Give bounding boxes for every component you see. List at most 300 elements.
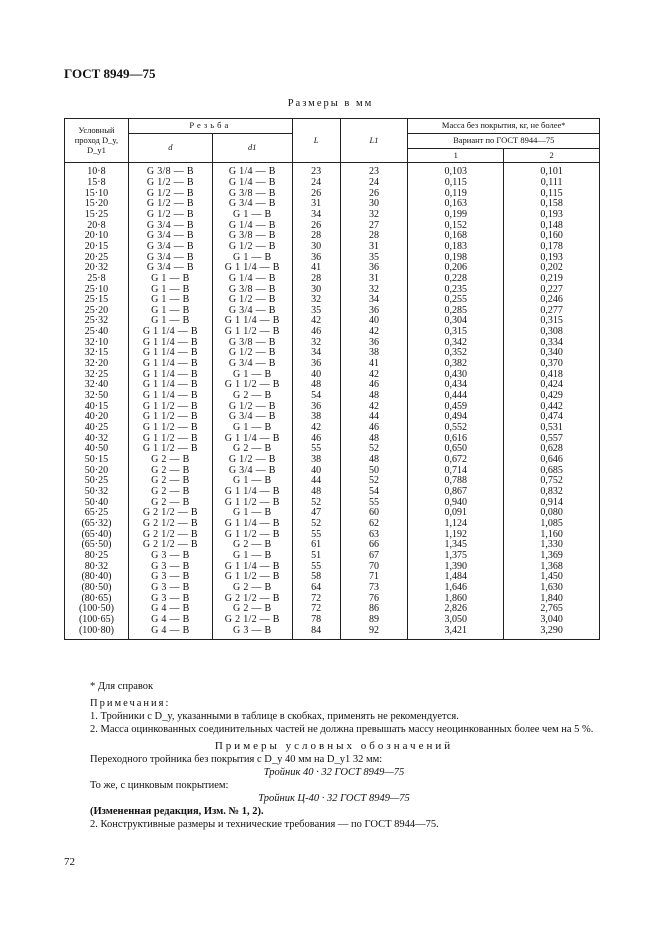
cell-thread-d: G 1/2 — B: [128, 178, 212, 189]
cell-mass-2: 0,646: [504, 455, 600, 466]
cell-mass-1: 1,192: [408, 530, 504, 541]
cell-mass-2: 1,160: [504, 530, 600, 541]
cell-nominal: 32·15: [65, 348, 129, 359]
cell-nominal: 32·40: [65, 380, 129, 391]
cell-thread-d: G 2 1/2 — B: [128, 540, 212, 551]
cell-mass-1: 0,304: [408, 316, 504, 327]
cell-mass-1: 0,430: [408, 370, 504, 381]
cell-thread-d: G 1 — B: [128, 274, 212, 285]
table-row: [65, 199, 600, 210]
col-L1-header: L1: [340, 119, 408, 163]
note-2: 2. Масса оцинкованных соединительных частей не должна превышать массу неоцинкованных более чем на 5 %.: [90, 724, 594, 735]
cell-mass-1: 0,152: [408, 221, 504, 232]
cell-L1: 42: [340, 402, 408, 413]
cell-thread-d1: G 1/2 — B: [212, 242, 292, 253]
cell-thread-d: G 1 1/4 — B: [128, 380, 212, 391]
cell-thread-d1: G 1 1/2 — B: [212, 380, 292, 391]
cell-mass-2: 0,418: [504, 370, 600, 381]
cell-mass-2: 1,330: [504, 540, 600, 551]
col-variant-header: Вариант по ГОСТ 8944—75: [408, 133, 600, 148]
cell-mass-1: 1,390: [408, 562, 504, 573]
cell-thread-d: G 2 — B: [128, 476, 212, 487]
cell-L: 24: [292, 178, 340, 189]
cell-L: 78: [292, 615, 340, 626]
cell-L1: 92: [340, 626, 408, 640]
example-2-code: Тройник Ц-40 · 32 ГОСТ 8949—75: [258, 793, 410, 804]
cell-nominal: 32·25: [65, 370, 129, 381]
table-row: [65, 274, 600, 285]
cell-L: 55: [292, 530, 340, 541]
cell-thread-d: G 1/2 — B: [128, 189, 212, 200]
cell-thread-d1: G 1 1/4 — B: [212, 434, 292, 445]
cell-mass-1: 0,091: [408, 508, 504, 519]
cell-thread-d1: G 1 1/2 — B: [212, 530, 292, 541]
cell-nominal: 25·32: [65, 316, 129, 327]
cell-L1: 36: [340, 263, 408, 274]
cell-L1: 63: [340, 530, 408, 541]
cell-mass-2: 0,531: [504, 423, 600, 434]
cell-mass-2: 0,315: [504, 316, 600, 327]
cell-nominal: 32·50: [65, 391, 129, 402]
table-row: [65, 295, 600, 306]
cell-mass-2: 0,158: [504, 199, 600, 210]
cell-L1: 48: [340, 434, 408, 445]
cell-nominal: 15·10: [65, 189, 129, 200]
cell-mass-1: 0,867: [408, 487, 504, 498]
cell-L: 31: [292, 199, 340, 210]
cell-L1: 42: [340, 327, 408, 338]
cell-L1: 71: [340, 572, 408, 583]
cell-thread-d: G 1 1/2 — B: [128, 434, 212, 445]
cell-L: 47: [292, 508, 340, 519]
cell-mass-1: 0,115: [408, 178, 504, 189]
cell-thread-d: G 2 1/2 — B: [128, 508, 212, 519]
cell-L: 32: [292, 295, 340, 306]
cell-nominal: 20·32: [65, 263, 129, 274]
cell-thread-d: G 1 — B: [128, 316, 212, 327]
cell-L1: 36: [340, 306, 408, 317]
col-mass-header: Масса без покрытия, кг, не более*: [408, 119, 600, 134]
cell-L: 36: [292, 253, 340, 264]
cell-L: 40: [292, 370, 340, 381]
cell-L1: 46: [340, 380, 408, 391]
cell-mass-1: 1,860: [408, 594, 504, 605]
cell-nominal: (65·32): [65, 519, 129, 530]
table-row: [65, 306, 600, 317]
cell-nominal: 25·20: [65, 306, 129, 317]
cell-mass-1: 0,255: [408, 295, 504, 306]
cell-L1: 52: [340, 476, 408, 487]
cell-thread-d1: G 1 — B: [212, 253, 292, 264]
cell-thread-d1: G 1/2 — B: [212, 455, 292, 466]
cell-mass-2: 0,557: [504, 434, 600, 445]
cell-thread-d1: G 1 1/4 — B: [212, 487, 292, 498]
cell-thread-d1: G 2 — B: [212, 604, 292, 615]
cell-thread-d1: G 1 1/4 — B: [212, 263, 292, 274]
cell-thread-d: G 1/2 — B: [128, 210, 212, 221]
cell-L: 52: [292, 498, 340, 509]
table-row: [65, 242, 600, 253]
example-1-text: Переходного тройника без покрытия с D_y 40 мм на D_y1 32 мм:: [90, 754, 383, 765]
cell-mass-1: 0,444: [408, 391, 504, 402]
cell-mass-1: 0,494: [408, 412, 504, 423]
cell-mass-1: 0,714: [408, 466, 504, 477]
cell-L1: 31: [340, 242, 408, 253]
cell-mass-2: 0,101: [504, 163, 600, 178]
cell-nominal: 40·25: [65, 423, 129, 434]
cell-nominal: 50·25: [65, 476, 129, 487]
table-row: [65, 604, 600, 615]
cell-mass-2: 0,429: [504, 391, 600, 402]
cell-thread-d1: G 1/2 — B: [212, 348, 292, 359]
cell-thread-d1: G 2 1/2 — B: [212, 594, 292, 605]
cell-thread-d1: G 3/4 — B: [212, 412, 292, 423]
cell-thread-d: G 3 — B: [128, 551, 212, 562]
table-row: [65, 583, 600, 594]
cell-thread-d: G 1 1/2 — B: [128, 444, 212, 455]
cell-L: 34: [292, 348, 340, 359]
cell-thread-d1: G 1 1/2 — B: [212, 498, 292, 509]
cell-mass-1: 0,163: [408, 199, 504, 210]
table-row: [65, 551, 600, 562]
cell-mass-1: 1,484: [408, 572, 504, 583]
cell-thread-d: G 1 — B: [128, 306, 212, 317]
table-row: [65, 178, 600, 189]
cell-thread-d: G 2 1/2 — B: [128, 519, 212, 530]
cell-L: 54: [292, 391, 340, 402]
cell-mass-2: 1,368: [504, 562, 600, 573]
cell-mass-1: 0,552: [408, 423, 504, 434]
cell-mass-1: 0,119: [408, 189, 504, 200]
cell-L: 72: [292, 594, 340, 605]
cell-mass-1: 3,050: [408, 615, 504, 626]
cell-mass-1: 0,352: [408, 348, 504, 359]
cell-L: 46: [292, 434, 340, 445]
cell-thread-d: G 3/4 — B: [128, 231, 212, 242]
cell-thread-d1: G 1/4 — B: [212, 274, 292, 285]
cell-mass-1: 0,650: [408, 444, 504, 455]
cell-thread-d: G 4 — B: [128, 604, 212, 615]
notes-block: [64, 680, 604, 831]
table-row: [65, 210, 600, 221]
cell-L: 51: [292, 551, 340, 562]
cell-mass-2: 0,370: [504, 359, 600, 370]
cell-mass-2: 0,752: [504, 476, 600, 487]
cell-L: 28: [292, 274, 340, 285]
cell-nominal: 80·25: [65, 551, 129, 562]
cell-nominal: (100·65): [65, 615, 129, 626]
example-2-text: То же, с цинковым покрытием:: [90, 780, 229, 791]
table-row: [65, 263, 600, 274]
cell-mass-1: 3,421: [408, 626, 504, 640]
cell-thread-d1: G 1 — B: [212, 551, 292, 562]
cell-L: 28: [292, 231, 340, 242]
cell-L1: 50: [340, 466, 408, 477]
cell-nominal: 32·10: [65, 338, 129, 349]
cell-thread-d1: G 3/8 — B: [212, 189, 292, 200]
cell-L1: 40: [340, 316, 408, 327]
cell-mass-2: 0,193: [504, 253, 600, 264]
cell-mass-1: 0,459: [408, 402, 504, 413]
cell-mass-2: 1,369: [504, 551, 600, 562]
cell-thread-d1: G 1 1/4 — B: [212, 519, 292, 530]
cell-mass-1: 0,434: [408, 380, 504, 391]
cell-mass-1: 0,382: [408, 359, 504, 370]
cell-thread-d: G 1 — B: [128, 295, 212, 306]
cell-mass-1: 1,375: [408, 551, 504, 562]
cell-mass-2: 1,840: [504, 594, 600, 605]
cell-thread-d: G 3/4 — B: [128, 263, 212, 274]
cell-mass-1: 0,168: [408, 231, 504, 242]
cell-mass-2: 0,160: [504, 231, 600, 242]
cell-thread-d: G 4 — B: [128, 626, 212, 640]
cell-L: 48: [292, 380, 340, 391]
cell-L: 30: [292, 285, 340, 296]
cell-thread-d: G 4 — B: [128, 615, 212, 626]
cell-L: 40: [292, 466, 340, 477]
table-row: [65, 615, 600, 626]
cell-thread-d: G 2 — B: [128, 498, 212, 509]
cell-thread-d1: G 2 — B: [212, 540, 292, 551]
cell-mass-2: 2,765: [504, 604, 600, 615]
cell-L: 55: [292, 562, 340, 573]
cell-mass-1: 0,198: [408, 253, 504, 264]
table-caption: Размеры в мм: [287, 98, 374, 109]
examples-heading: Примеры условных обозначений: [214, 740, 454, 752]
cell-thread-d: G 2 — B: [128, 487, 212, 498]
cell-L: 34: [292, 210, 340, 221]
cell-thread-d: G 3/8 — B: [128, 163, 212, 178]
cell-mass-1: 0,616: [408, 434, 504, 445]
col-d-header: d: [128, 133, 212, 163]
cell-thread-d: G 1 1/4 — B: [128, 348, 212, 359]
cell-L1: 27: [340, 221, 408, 232]
dimensions-table: [64, 118, 600, 640]
cell-nominal: (100·50): [65, 604, 129, 615]
cell-mass-2: 0,442: [504, 402, 600, 413]
cell-L1: 66: [340, 540, 408, 551]
cell-L1: 89: [340, 615, 408, 626]
cell-mass-2: 0,080: [504, 508, 600, 519]
cell-mass-1: 0,199: [408, 210, 504, 221]
cell-L1: 62: [340, 519, 408, 530]
cell-L: 36: [292, 359, 340, 370]
cell-thread-d: G 1/2 — B: [128, 199, 212, 210]
cell-L1: 42: [340, 370, 408, 381]
cell-L: 48: [292, 487, 340, 498]
col-variant-1-header: 1: [408, 148, 504, 163]
cell-nominal: 80·32: [65, 562, 129, 573]
cell-thread-d1: G 2 1/2 — B: [212, 615, 292, 626]
revision-note: (Измененная редакция, Изм. № 1, 2).: [90, 806, 264, 817]
cell-thread-d1: G 2 — B: [212, 583, 292, 594]
footnote: * Для справок: [90, 681, 154, 692]
cell-L: 72: [292, 604, 340, 615]
cell-L1: 46: [340, 423, 408, 434]
cell-mass-1: 0,342: [408, 338, 504, 349]
cell-nominal: (100·80): [65, 626, 129, 640]
cell-L: 55: [292, 444, 340, 455]
cell-L1: 32: [340, 285, 408, 296]
cell-L1: 31: [340, 274, 408, 285]
cell-thread-d: G 2 — B: [128, 466, 212, 477]
cell-L1: 44: [340, 412, 408, 423]
cell-nominal: 15·25: [65, 210, 129, 221]
col-L-header: L: [292, 119, 340, 163]
cell-mass-2: 0,227: [504, 285, 600, 296]
cell-L: 38: [292, 455, 340, 466]
cell-nominal: 25·8: [65, 274, 129, 285]
cell-thread-d: G 2 — B: [128, 455, 212, 466]
cell-thread-d1: G 1 — B: [212, 210, 292, 221]
cell-L: 52: [292, 519, 340, 530]
cell-thread-d: G 1 1/2 — B: [128, 412, 212, 423]
cell-L1: 52: [340, 444, 408, 455]
cell-nominal: (65·40): [65, 530, 129, 541]
cell-mass-1: 2,826: [408, 604, 504, 615]
table-row: [65, 444, 600, 455]
cell-mass-2: 1,630: [504, 583, 600, 594]
cell-mass-2: 0,334: [504, 338, 600, 349]
cell-L1: 54: [340, 487, 408, 498]
cell-thread-d1: G 2 — B: [212, 444, 292, 455]
note-1: 1. Тройники с D_y, указанными в таблице в скобках, применять не рекомендуется.: [90, 711, 459, 722]
cell-mass-2: 0,685: [504, 466, 600, 477]
cell-mass-1: 0,228: [408, 274, 504, 285]
cell-thread-d1: G 1/4 — B: [212, 178, 292, 189]
cell-thread-d1: G 3 — B: [212, 626, 292, 640]
item-2: 2. Конструктивные размеры и технические требования — по ГОСТ 8944—75.: [90, 819, 439, 830]
cell-L1: 32: [340, 210, 408, 221]
cell-L1: 24: [340, 178, 408, 189]
cell-thread-d: G 2 1/2 — B: [128, 530, 212, 541]
cell-nominal: 32·20: [65, 359, 129, 370]
cell-nominal: (80·50): [65, 583, 129, 594]
cell-thread-d: G 1 1/4 — B: [128, 370, 212, 381]
cell-thread-d1: G 3/8 — B: [212, 338, 292, 349]
cell-mass-2: 0,308: [504, 327, 600, 338]
cell-thread-d: G 1 1/2 — B: [128, 402, 212, 413]
cell-L: 26: [292, 189, 340, 200]
cell-L: 32: [292, 338, 340, 349]
cell-mass-1: 0,103: [408, 163, 504, 178]
cell-L1: 48: [340, 391, 408, 402]
cell-nominal: 40·50: [65, 444, 129, 455]
cell-thread-d1: G 1/4 — B: [212, 163, 292, 178]
cell-nominal: 25·40: [65, 327, 129, 338]
table-row: [65, 163, 600, 178]
cell-thread-d1: G 1 — B: [212, 508, 292, 519]
cell-nominal: 20·8: [65, 221, 129, 232]
cell-mass-2: 0,148: [504, 221, 600, 232]
cell-thread-d: G 3 — B: [128, 583, 212, 594]
cell-thread-d1: G 1 1/4 — B: [212, 562, 292, 573]
cell-L1: 30: [340, 199, 408, 210]
cell-thread-d: G 1 1/4 — B: [128, 391, 212, 402]
cell-mass-2: 3,040: [504, 615, 600, 626]
cell-mass-1: 0,672: [408, 455, 504, 466]
example-1-code: Тройник 40 · 32 ГОСТ 8949—75: [263, 767, 405, 778]
cell-mass-2: 0,115: [504, 189, 600, 200]
cell-mass-1: 1,646: [408, 583, 504, 594]
col-variant-2-header: 2: [504, 148, 600, 163]
cell-mass-1: 0,183: [408, 242, 504, 253]
cell-mass-2: 0,246: [504, 295, 600, 306]
table-row: [65, 189, 600, 200]
table-row: [65, 540, 600, 551]
cell-nominal: 20·10: [65, 231, 129, 242]
cell-nominal: 65·25: [65, 508, 129, 519]
cell-thread-d: G 3 — B: [128, 562, 212, 573]
cell-thread-d1: G 3/4 — B: [212, 466, 292, 477]
cell-thread-d1: G 1 1/2 — B: [212, 572, 292, 583]
cell-L1: 38: [340, 348, 408, 359]
cell-thread-d: G 1 — B: [128, 285, 212, 296]
table-row: [65, 562, 600, 573]
cell-thread-d: G 3 — B: [128, 594, 212, 605]
cell-nominal: 50·20: [65, 466, 129, 477]
cell-thread-d1: G 1 — B: [212, 423, 292, 434]
cell-mass-1: 1,124: [408, 519, 504, 530]
table-row: [65, 476, 600, 487]
cell-thread-d1: G 3/8 — B: [212, 231, 292, 242]
cell-thread-d1: G 1/4 — B: [212, 221, 292, 232]
cell-L1: 28: [340, 231, 408, 242]
cell-thread-d: G 1 1/4 — B: [128, 359, 212, 370]
table-row: [65, 231, 600, 242]
cell-thread-d: G 1 1/2 — B: [128, 423, 212, 434]
cell-L1: 70: [340, 562, 408, 573]
cell-mass-2: 0,340: [504, 348, 600, 359]
cell-mass-2: 0,628: [504, 444, 600, 455]
cell-nominal: 50·32: [65, 487, 129, 498]
cell-nominal: 20·25: [65, 253, 129, 264]
cell-mass-2: 1,085: [504, 519, 600, 530]
cell-L: 26: [292, 221, 340, 232]
col-thread-header: Резьба: [128, 119, 292, 134]
notes-heading: Примечания:: [90, 698, 171, 709]
cell-thread-d1: G 3/4 — B: [212, 359, 292, 370]
cell-L: 41: [292, 263, 340, 274]
cell-nominal: 40·15: [65, 402, 129, 413]
cell-mass-2: 0,832: [504, 487, 600, 498]
cell-thread-d: G 3/4 — B: [128, 242, 212, 253]
cell-L: 35: [292, 306, 340, 317]
cell-mass-2: 1,450: [504, 572, 600, 583]
table-row: [65, 455, 600, 466]
table-row: [65, 466, 600, 477]
cell-nominal: 25·10: [65, 285, 129, 296]
cell-thread-d: G 3/4 — B: [128, 221, 212, 232]
col-nominal-header: Условный проход D_y, D_y1: [65, 119, 129, 163]
cell-L1: 26: [340, 189, 408, 200]
cell-thread-d: G 1 1/4 — B: [128, 327, 212, 338]
cell-L: 30: [292, 242, 340, 253]
cell-L1: 76: [340, 594, 408, 605]
cell-nominal: (65·50): [65, 540, 129, 551]
cell-L: 58: [292, 572, 340, 583]
cell-nominal: (80·40): [65, 572, 129, 583]
cell-L1: 73: [340, 583, 408, 594]
cell-nominal: (80·65): [65, 594, 129, 605]
cell-L1: 86: [340, 604, 408, 615]
cell-mass-1: 0,940: [408, 498, 504, 509]
cell-thread-d: G 3/4 — B: [128, 253, 212, 264]
cell-nominal: 15·8: [65, 178, 129, 189]
cell-mass-1: 1,345: [408, 540, 504, 551]
document-title: ГОСТ 8949—75: [64, 66, 156, 81]
cell-nominal: 10·8: [65, 163, 129, 178]
